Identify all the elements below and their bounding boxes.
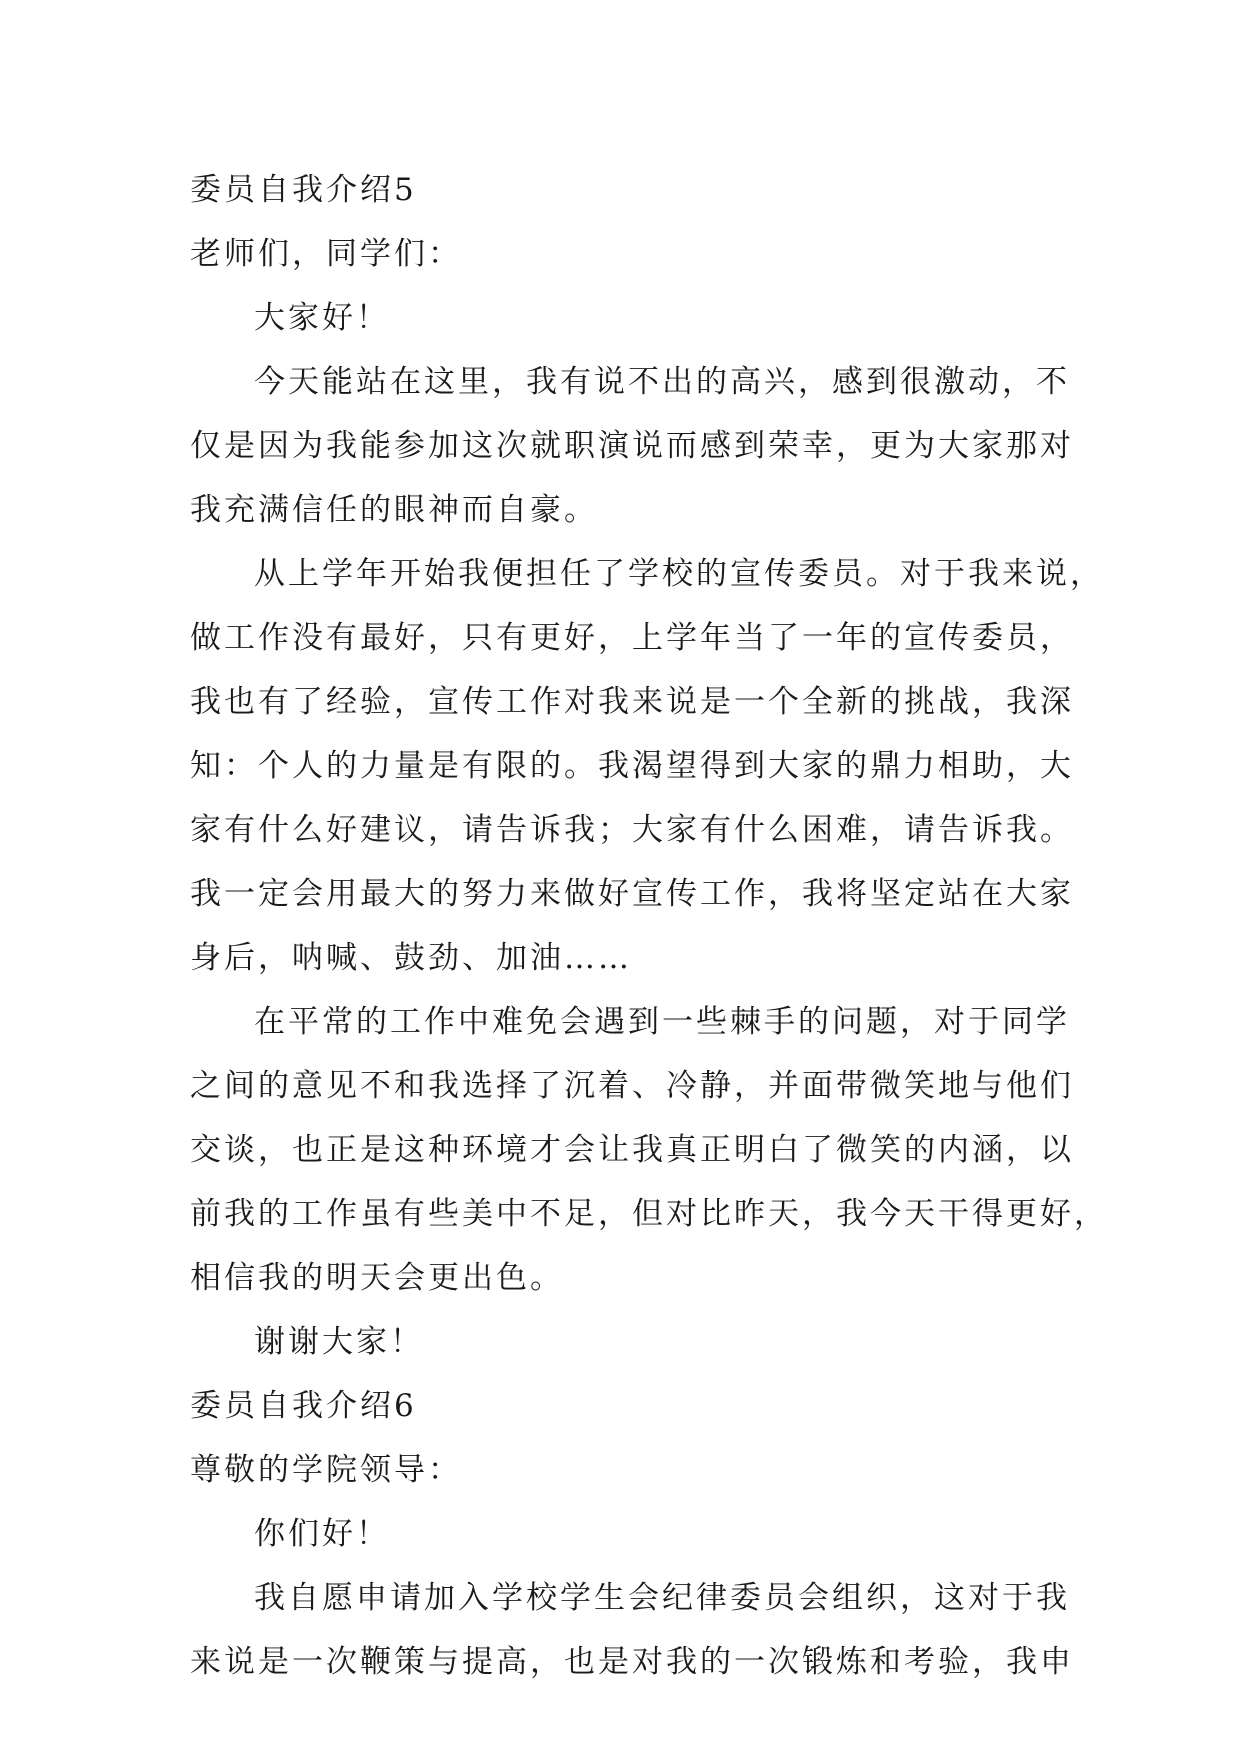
paragraph-line: 知：个人的力量是有限的。我渴望得到大家的鼎力相助，大 [190,748,1074,784]
closing: 谢谢大家！ [254,1324,424,1360]
paragraph-line: 仅是因为我能参加这次就职演说而感到荣幸，更为大家那对 [190,428,1074,464]
greeting: 你们好！ [254,1516,390,1552]
section-heading: 委员自我介绍6 [190,1388,417,1424]
paragraph-line: 我自愿申请加入学校学生会纪律委员会组织，这对于我 [254,1580,1070,1616]
paragraph-line: 我充满信任的眼神而自豪。 [190,492,598,528]
salutation: 老师们，同学们： [190,236,462,272]
paragraph-line: 身后，呐喊、鼓劲、加油…… [190,940,632,976]
paragraph-line: 我也有了经验，宣传工作对我来说是一个全新的挑战，我深 [190,684,1074,720]
paragraph-line: 前我的工作虽有些美中不足，但对比昨天，我今天干得更好， [190,1196,1108,1232]
section-heading: 委员自我介绍5 [190,172,417,208]
salutation: 尊敬的学院领导： [190,1452,462,1488]
paragraph-line: 相信我的明天会更出色。 [190,1260,564,1296]
paragraph-line: 交谈，也正是这种环境才会让我真正明白了微笑的内涵，以 [190,1132,1074,1168]
paragraph-line: 在平常的工作中难免会遇到一些棘手的问题，对于同学 [254,1004,1070,1040]
document-page [190,158,1108,1694]
paragraph-line: 家有什么好建议，请告诉我；大家有什么困难，请告诉我。 [190,812,1074,848]
paragraph-line: 来说是一次鞭策与提高，也是对我的一次锻炼和考验，我申 [190,1644,1074,1680]
paragraph-line: 今天能站在这里，我有说不出的高兴，感到很激动，不 [254,364,1070,400]
greeting: 大家好！ [254,300,390,336]
paragraph-line: 从上学年开始我便担任了学校的宣传委员。对于我来说， [254,556,1104,592]
paragraph-line: 做工作没有最好，只有更好，上学年当了一年的宣传委员， [190,620,1074,656]
paragraph-line: 之间的意见不和我选择了沉着、冷静，并面带微笑地与他们 [190,1068,1074,1104]
paragraph-line: 我一定会用最大的努力来做好宣传工作，我将坚定站在大家 [190,876,1074,912]
